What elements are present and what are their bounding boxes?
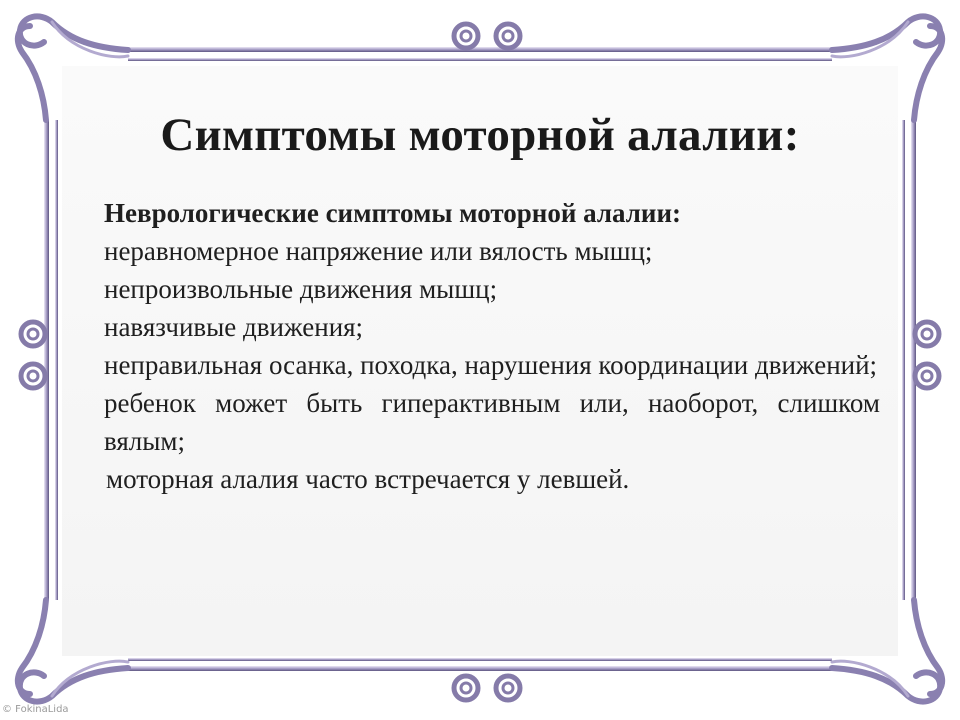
spiral-ornament-top <box>454 24 520 48</box>
list-item: непроизвольные движения мышц; <box>104 274 498 304</box>
corner-flourish-top-left <box>18 16 128 120</box>
list-item: навязчивые движения; <box>104 312 364 342</box>
spiral-ornament-bottom <box>454 676 520 700</box>
list-item: неравномерное напряжение или вялость мышц; <box>104 236 653 266</box>
slide-body <box>104 194 880 498</box>
slide-title: Симптомы моторной алалии: <box>160 109 800 161</box>
list-item: ребенок может быть гиперактивным или, наоборот, слишком вялым; <box>104 388 880 456</box>
spiral-ornament-right <box>915 322 939 388</box>
list-item: неправильная осанка, походка, нарушения координации движений; <box>104 350 878 380</box>
list-item: моторная алалия часто встречается у левшей. <box>106 464 630 494</box>
corner-flourish-bottom-right <box>832 600 942 702</box>
watermark-text: © FokinaLida <box>2 704 69 715</box>
spiral-ornament-left <box>21 322 45 388</box>
body-subheading: Неврологические симптомы моторной алалии: <box>104 198 682 228</box>
corner-flourish-bottom-left <box>18 600 128 702</box>
corner-flourish-top-right <box>832 16 942 120</box>
